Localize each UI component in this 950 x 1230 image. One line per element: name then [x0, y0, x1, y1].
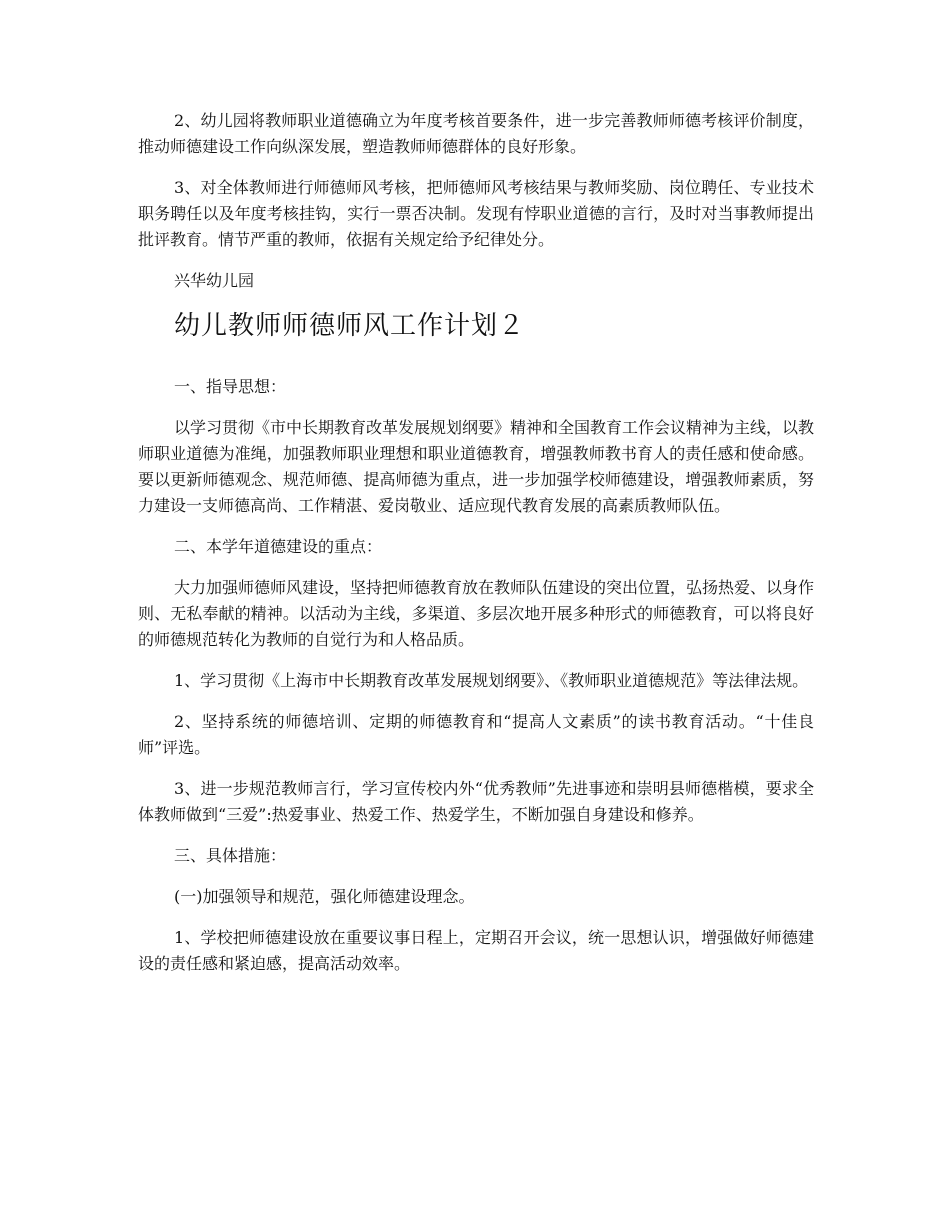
- heading-leadership: (一)加强领导和规范，强化师德建设理念。: [174, 887, 475, 906]
- heading-specific-measures: 三、具体措施：: [174, 846, 287, 865]
- heading-key-points: 二、本学年道德建设的重点：: [174, 537, 383, 556]
- document-page: [138, 108, 814, 992]
- paragraph-key-points: 大力加强师德师风建设，坚持把师德教育放在教师队伍建设的突出位置，弘扬热爱、以身作则、无私奉献的精神。以活动为主线，多渠道、多层次地开展多种形式的师德教育，可以将良好的师德规范转化为教师的自觉行为和人格品质。: [138, 578, 815, 649]
- paragraph-guiding-thought: 以学习贯彻《市中长期教育改革发展规划纲要》精神和全国教育工作会议精神为主线，以教师职业道德为准绳，加强教师职业理想和职业道德教育，增强教师教书育人的责任感和使命感。要以更新师德观念、规范师德、提高师德为重点，进一步加强学校师德建设，增强教师素质，努力建设一支师德高尚、工作精湛、爱岗敬业、适应现代教育发展的高素质教师队伍。: [138, 418, 815, 515]
- paragraph-assessment-veto: 3、对全体教师进行师德师风考核，把师德师风考核结果与教师奖励、岗位聘任、专业技术职务聘任以及年度考核挂钩，实行一票否决制。发现有悖职业道德的言行，及时对当事教师提出批评教育。情节严重的教师，依据有关规定给予纪律处分。: [138, 178, 814, 249]
- signature-kindergarten: 兴华幼儿园: [174, 271, 255, 290]
- heading-guiding-thought: 一、指导思想：: [174, 377, 287, 396]
- paragraph-measure-1: 1、学校把师德建设放在重要议事日程上，定期召开会议，统一思想认识，增强做好师德建设的责任感和紧迫感，提高活动效率。: [138, 928, 814, 973]
- paragraph-assessment-condition: 2、幼儿园将教师职业道德确立为年度考核首要条件，进一步完善教师师德考核评价制度，推动师德建设工作向纵深发展，塑造教师师德群体的良好形象。: [138, 111, 814, 156]
- paragraph-item-1: 1、学习贯彻《上海市中长期教育改革发展规划纲要》、《教师职业道德规范》等法律法规。: [174, 671, 809, 690]
- document-title: 幼儿教师师德师风工作计划２: [174, 311, 526, 341]
- paragraph-item-3: 3、进一步规范教师言行，学习宣传校内外“优秀教师”先进事迹和崇明县师德楷模，要求全体教师做到“三爱”:热爱事业、热爱工作、热爱学生，不断加强自身建设和修养。: [138, 779, 814, 824]
- paragraph-item-2: 2、坚持系统的师德培训、定期的师德教育和“提高人文素质”的读书教育活动。“十佳良师”评选。: [138, 712, 814, 757]
